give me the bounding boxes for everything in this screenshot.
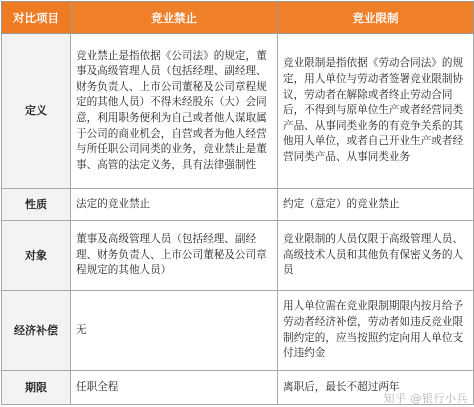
subject-restriction-cell: 竞业限制的人员仅限于高级管理人员、高级技术人员和其他负有保密义务的人员 (278, 221, 474, 291)
compensation-restriction-cell: 用人单位需在竞业限制期限内按月给予劳动者经济补偿，劳动者如违反竞业限制约定的，应当按照约定向用人单位支付违约金 (278, 291, 474, 371)
watermark: 知乎 @银行小兵 (383, 392, 468, 405)
row-label-term: 期限 (2, 371, 71, 405)
subject-prohibition-cell: 董事及高级管理人员（包括经理、副经理、财务负责人、上市公司董秘及公司章程规定的其他人员） (71, 221, 278, 291)
table-row-compensation (2, 291, 474, 371)
row-label-compensation: 经济补偿 (2, 291, 71, 371)
table-row-definition (2, 34, 474, 189)
definition-restriction-cell: 竞业限制是指依据《劳动合同法》的规定，用人单位与劳动者签署竞业限制协议，劳动者在解除或者终止劳动合同后，不得到与原单位生产或者经营同类产品、从事同类业务的有竞争关系的其他用人单位，或者自己开业生产或者经营同类产品、从事同类业务 (278, 34, 474, 189)
nature-restriction-cell: 约定（意定）的竞业禁止 (278, 189, 474, 221)
term-prohibition-cell: 任职全程 (71, 371, 278, 405)
table-row-subject (2, 221, 474, 291)
row-label-subject: 对象 (2, 221, 71, 291)
compensation-prohibition-cell: 无 (71, 291, 278, 371)
header-non-compete-restriction: 竞业限制 (278, 2, 474, 34)
header-compare-item: 对比项目 (2, 2, 71, 34)
row-label-definition: 定义 (2, 34, 71, 189)
header-non-compete-prohibition: 竞业禁止 (71, 2, 278, 34)
nature-prohibition-cell: 法定的竞业禁止 (71, 189, 278, 221)
comparison-table (1, 1, 474, 405)
term-restriction-cell: 离职后，最长不超过两年 (278, 371, 474, 405)
definition-prohibition-cell: 竞业禁止是指依据《公司法》的规定，董事及高级管理人员（包括经理、副经理、财务负责人、上市公司董秘及公司章程规定的其他人员）不得未经股东（大）会同意，利用职务便利为自己或者他人谋取属于公司的商业机会，自营或者为他人经营与所任职公司同类的业务，竞业禁止是董事、高管的法定义务，具有法律强制性 (71, 34, 278, 189)
table-header-row (2, 2, 474, 34)
table-row-nature (2, 189, 474, 221)
row-label-nature: 性质 (2, 189, 71, 221)
